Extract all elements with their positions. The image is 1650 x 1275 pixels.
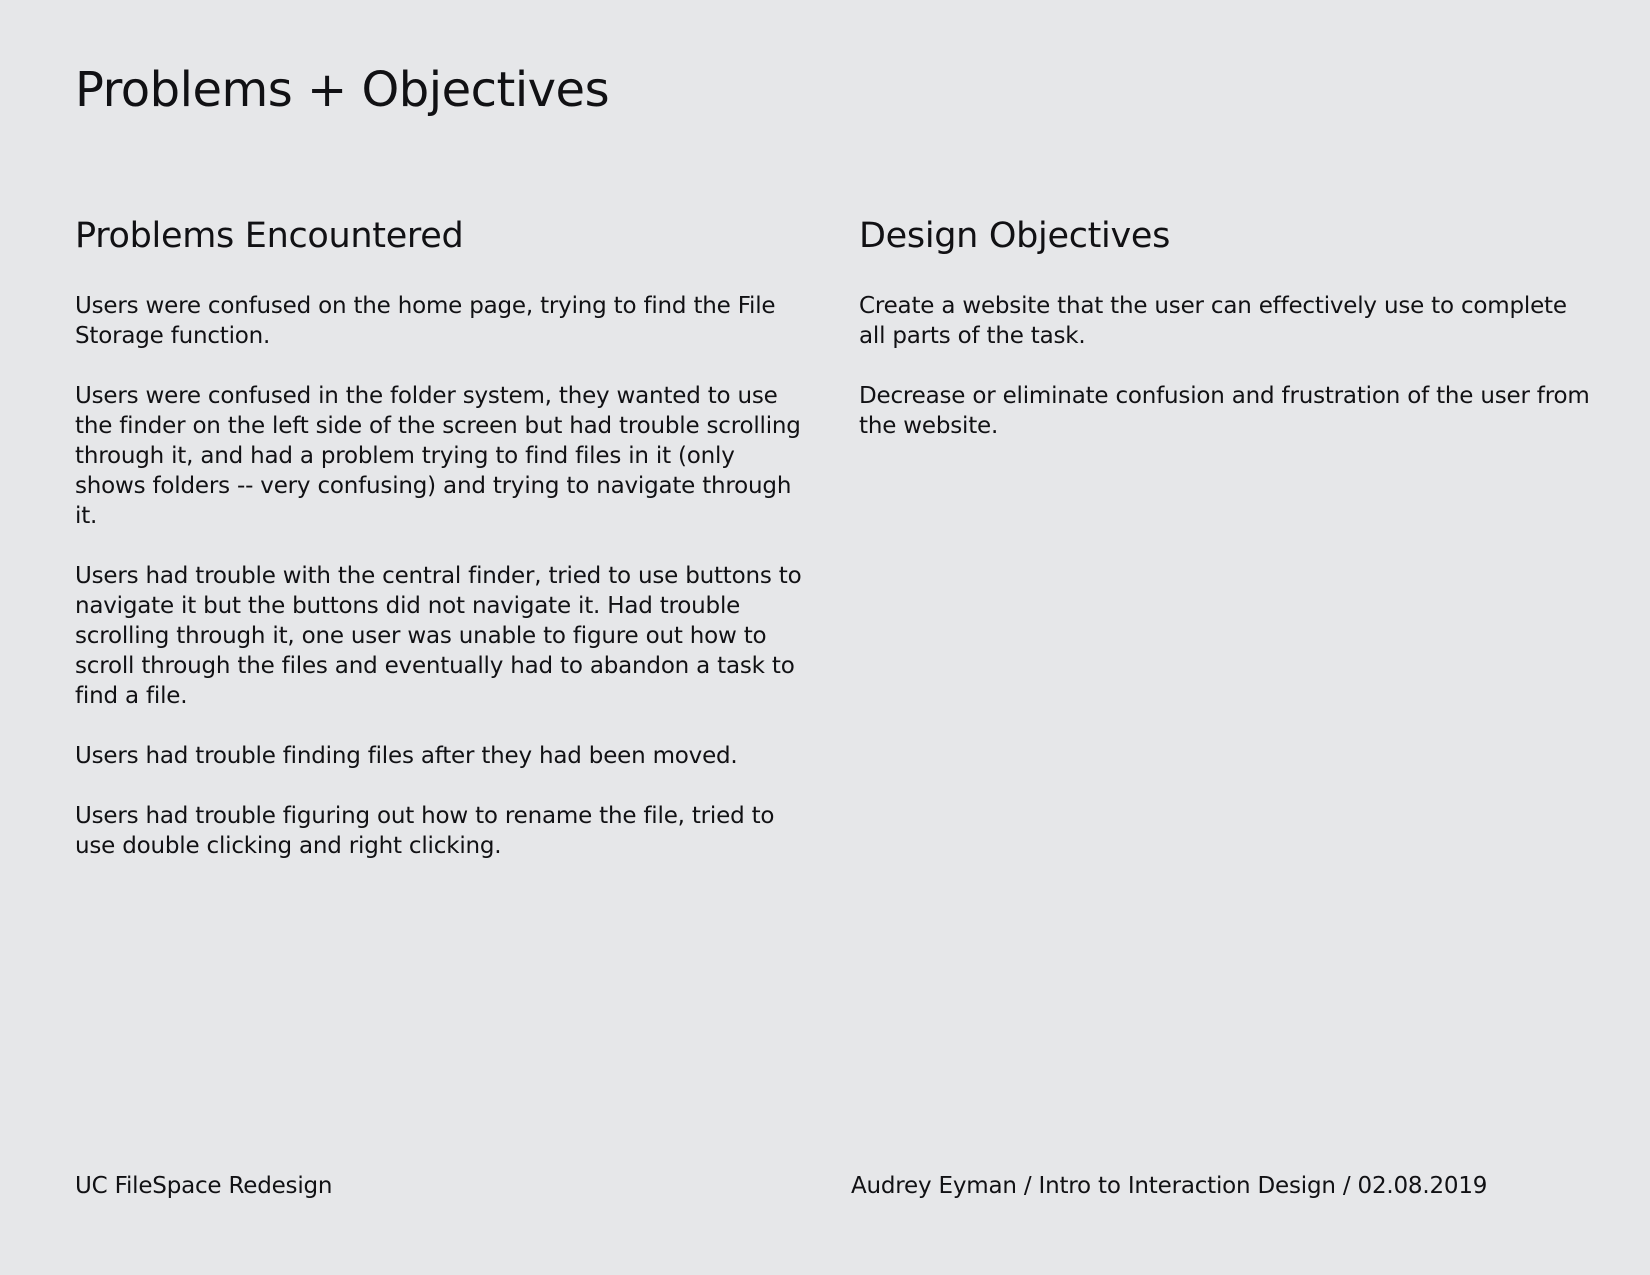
problem-paragraph: Users had trouble with the central finder, tried to use buttons to navigate it but the buttons did not navigate it. Had trouble scrolling through it, one user was unable to figure out how to scroll through the files and eventually had to abandon a task to find a file. (75, 563, 802, 709)
objectives-section (859, 215, 1599, 471)
objective-paragraph: Decrease or eliminate confusion and frustration of the user from the website. (859, 383, 1590, 439)
problems-section (75, 215, 805, 891)
objective-paragraph: Create a website that the user can effectively use to complete all parts of the task. (859, 293, 1567, 349)
footer-credit: Audrey Eyman / Intro to Interaction Design / 02.08.2019 (851, 1173, 1488, 1199)
page-title: Problems + Objectives (75, 62, 610, 118)
problem-paragraph: Users had trouble finding files after they had been moved. (75, 743, 738, 769)
problem-paragraph: Users were confused in the folder system, they wanted to use the finder on the left side of the screen but had trouble scrolling through it, and had a problem trying to find files in it (only shows folders -- very confusing) and trying to navigate through it. (75, 383, 801, 529)
footer-project-name: UC FileSpace Redesign (75, 1173, 333, 1199)
problem-paragraph: Users were confused on the home page, trying to find the File Storage function. (75, 293, 776, 349)
problems-heading: Problems Encountered (75, 216, 464, 256)
problem-paragraph: Users had trouble figuring out how to rename the file, tried to use double clicking and right clicking. (75, 803, 775, 859)
objectives-heading: Design Objectives (859, 216, 1171, 256)
